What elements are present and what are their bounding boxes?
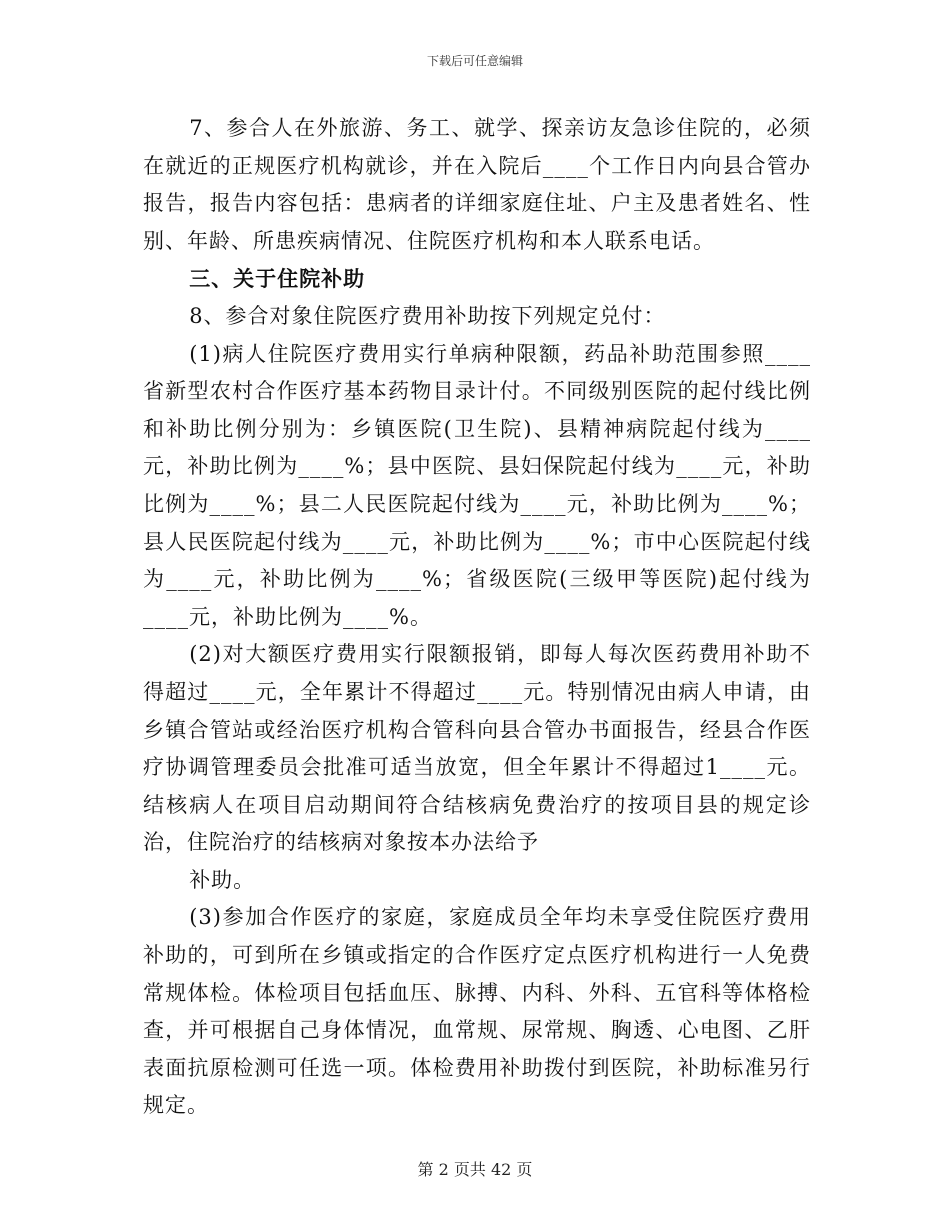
paragraph-item-8: 8、参合对象住院医疗费用补助按下列规定兑付： xyxy=(189,303,666,328)
paragraph-item-8-2: (2)对大额医疗费用实行限额报销，即每人每次医药费用补助不得超过____元，全年累计不得超过____元。特别情况由病人申请，由乡镇合管站或经治医疗机构合管科向县合管办书面报告，经县合作医疗协调管理委员会批准可适当放宽，但全年累计不得超过1____元。结核病人在项目启动期间符合结核病免费治疗的按项目县的规定诊治，住院治疗的结核病对象按本办法给予 xyxy=(143,642,811,855)
paragraph-item-8-3: (3)参加合作医疗的家庭，家庭成员全年均未享受住院医疗费用补助的，可到所在乡镇或指定的合作医疗定点医疗机构进行一人免费常规体检。体检项目包括血压、脉搏、内科、外科、五官科等体格检查，并可根据自己身体情况，血常规、尿常规、胸透、心电图、乙肝表面抗原检测可任选一项。体检费用补助拨付到医院，补助标准另行规定。 xyxy=(143,905,811,1118)
paragraph-item-7: 7、参合人在外旅游、务工、就学、探亲访友急诊住院的，必须在就近的正规医疗机构就诊，并在入院后____个工作日内向县合管办报告，报告内容包括：患病者的详细家庭住址、户主及患者姓名、性别、年龄、所患疾病情况、住院医疗机构和本人联系电话。 xyxy=(143,116,811,253)
page-header-note: 下载后可任意编辑 xyxy=(426,54,523,68)
page-footer-number: 第 2 页共 42 页 xyxy=(417,1160,533,1179)
paragraph-item-8-2-continuation: 补助。 xyxy=(189,867,256,892)
section-heading-hospital-subsidy: 三、关于住院补助 xyxy=(189,266,366,292)
document-body xyxy=(143,110,811,1125)
paragraph-item-8-1: (1)病人住院医疗费用实行单病种限额，药品补助范围参照____省新型农村合作医疗基本药物目录计付。不同级别医院的起付线比例和补助比例分别为：乡镇医院(卫生院)、县精神病院起付线为____元，补助比例为____%；县中医院、县妇保院起付线为____元，补助比例为____%；县二人民医院起付线为____元，补助比例为____%；县人民医院起付线为____元，补助比例为____%；市中心医院起付线为____元，补助比例为____%；省级医院(三级甲等医院)起付线为____元，补助比例为____%。 xyxy=(143,341,811,629)
